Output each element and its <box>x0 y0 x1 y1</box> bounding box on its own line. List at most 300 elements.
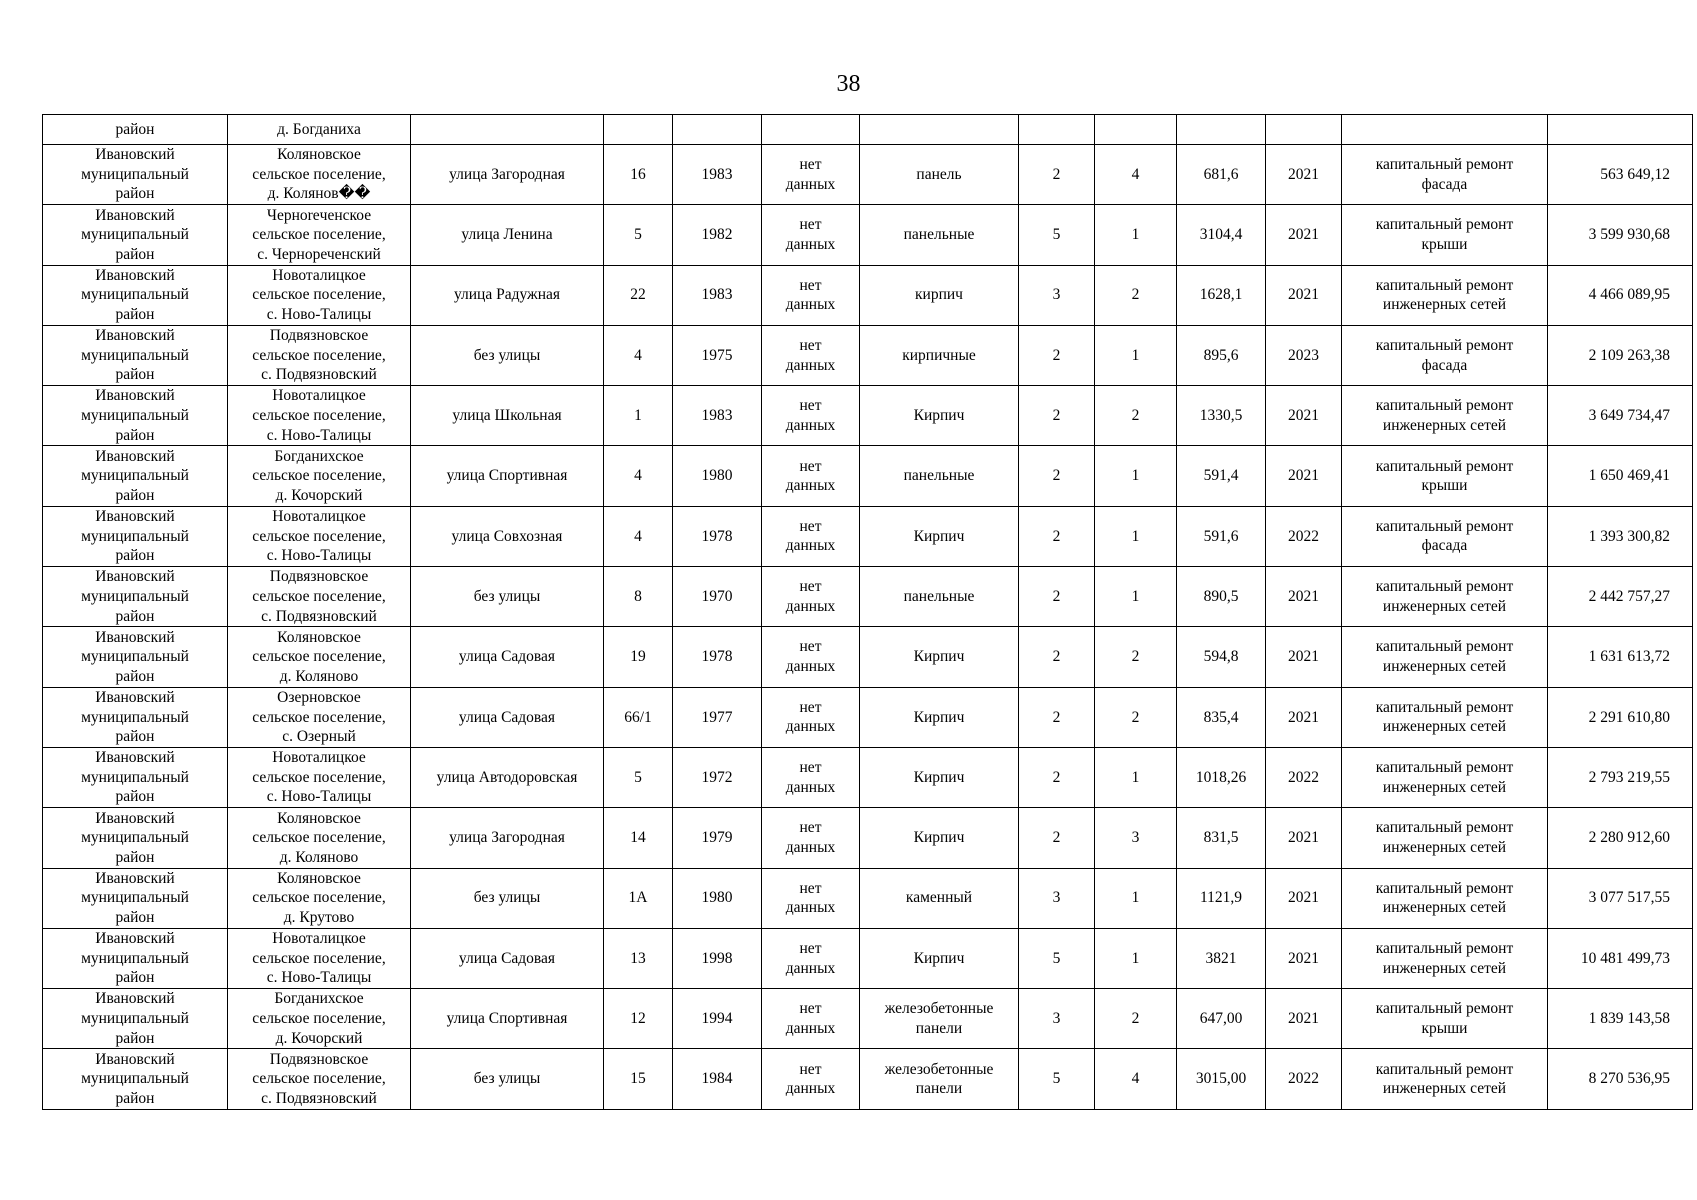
cell-district-line: Ивановский <box>95 688 175 706</box>
cell-extra-line: данных <box>785 959 836 977</box>
cell-cost: 1 650 469,41 <box>1548 446 1693 506</box>
cell-settlement-line: сельское поселение, <box>252 768 386 786</box>
cell-entrances: 2 <box>1095 687 1177 747</box>
cell-material-line: панели <box>915 1019 963 1037</box>
cell-work-line: инженерных сетей <box>1382 778 1507 796</box>
cell-district-line: муниципальный <box>81 768 189 786</box>
cell-settlement-line: сельское поселение, <box>252 527 386 545</box>
cell-district-line: Ивановский <box>95 266 175 284</box>
cell-year <box>673 115 762 145</box>
cell-plan-year <box>1266 115 1342 145</box>
cell-entrances: 4 <box>1095 145 1177 205</box>
cell-extra-line: нет <box>799 819 822 837</box>
cell-district-line: Ивановский <box>95 990 175 1008</box>
cell-entrances: 2 <box>1095 989 1177 1049</box>
cell-plan-year: 2021 <box>1266 446 1342 506</box>
cell-plan-year: 2021 <box>1266 265 1342 325</box>
cell-extra <box>762 506 860 566</box>
cell-settlement-line: сельское поселение, <box>252 346 386 364</box>
cell-street: улица Спортивная <box>411 446 604 506</box>
cell-work-line: капитальный ремонт <box>1375 1060 1514 1078</box>
cell-year: 1982 <box>673 205 762 265</box>
cell-settlement-line: с. Ново-Талицы <box>266 547 372 565</box>
cell-entrances: 1 <box>1095 928 1177 988</box>
cell-street: улица Школьная <box>411 386 604 446</box>
table-row <box>43 506 1693 566</box>
cell-street: улица Загородная <box>411 808 604 868</box>
cell-settlement <box>228 205 411 265</box>
cell-district-line: район <box>115 667 155 685</box>
cell-work-line: фасада <box>1421 175 1468 193</box>
cell-work <box>1342 567 1548 627</box>
cell-settlement-line: сельское поселение, <box>252 949 386 967</box>
cell-settlement-line: Подвязновское <box>269 327 369 345</box>
cell-district <box>43 1049 228 1109</box>
cell-settlement-line: сельское поселение, <box>252 165 386 183</box>
cell-settlement-line: Новоталицкое <box>272 930 366 948</box>
cell-house: 4 <box>604 325 673 385</box>
cell-entrances: 1 <box>1095 205 1177 265</box>
cell-extra-line: данных <box>785 597 836 615</box>
cell-street: улица Совхозная <box>411 506 604 566</box>
cell-settlement-line: Озерновское <box>277 688 361 706</box>
cell-work <box>1342 687 1548 747</box>
cell-year: 1983 <box>673 386 762 446</box>
cell-extra-line: данных <box>785 296 836 314</box>
cell-extra <box>762 567 860 627</box>
cell-work <box>1342 989 1548 1049</box>
cell-district-line: Ивановский <box>95 387 175 405</box>
cell-work <box>1342 747 1548 807</box>
cell-material <box>860 747 1019 807</box>
cell-material <box>860 989 1019 1049</box>
cell-material <box>860 115 1019 145</box>
table-row <box>43 687 1693 747</box>
cell-settlement <box>228 1049 411 1109</box>
cell-house: 5 <box>604 205 673 265</box>
cell-cost: 8 270 536,95 <box>1548 1049 1693 1109</box>
cell-house: 5 <box>604 747 673 807</box>
cell-material-line: Кирпич <box>913 949 965 967</box>
cell-district <box>43 567 228 627</box>
cell-floors: 5 <box>1019 1049 1095 1109</box>
cell-extra-line: нет <box>799 759 822 777</box>
cell-plan-year: 2021 <box>1266 928 1342 988</box>
cell-house: 13 <box>604 928 673 988</box>
cell-material-line: Кирпич <box>913 768 965 786</box>
cell-settlement <box>228 687 411 747</box>
cell-street: улица Спортивная <box>411 989 604 1049</box>
cell-settlement-line: с. Чернореченский <box>257 245 381 263</box>
cell-settlement-line: Коляновское <box>277 628 361 646</box>
cell-floors: 5 <box>1019 205 1095 265</box>
cell-work-line: крыши <box>1421 235 1468 253</box>
table-row <box>43 386 1693 446</box>
cell-house: 15 <box>604 1049 673 1109</box>
cell-settlement-line: Коляновское <box>277 869 361 887</box>
cell-extra <box>762 868 860 928</box>
cell-extra-line: данных <box>785 718 836 736</box>
cell-work-line: капитальный ремонт <box>1375 517 1514 535</box>
cell-extra-line: нет <box>799 457 822 475</box>
cell-work-line: крыши <box>1421 1019 1468 1037</box>
cell-work <box>1342 1049 1548 1109</box>
cell-plan-year: 2021 <box>1266 868 1342 928</box>
cell-floors: 3 <box>1019 868 1095 928</box>
cell-district <box>43 808 228 868</box>
cell-cost: 1 839 143,58 <box>1548 989 1693 1049</box>
cell-district-line: Ивановский <box>95 809 175 827</box>
cell-settlement-line: сельское поселение, <box>252 708 386 726</box>
cell-extra <box>762 627 860 687</box>
cell-area: 591,6 <box>1177 506 1266 566</box>
cell-cost: 10 481 499,73 <box>1548 928 1693 988</box>
cell-house: 66/1 <box>604 687 673 747</box>
cell-year: 1977 <box>673 687 762 747</box>
cell-work <box>1342 386 1548 446</box>
cell-street: без улицы <box>411 868 604 928</box>
cell-extra-line: данных <box>785 1019 836 1037</box>
cell-settlement-line: д. Коляново <box>279 848 359 866</box>
cell-plan-year: 2021 <box>1266 386 1342 446</box>
cell-district-line: муниципальный <box>81 1010 189 1027</box>
cell-settlement-line: с. Подвязновский <box>261 1089 377 1107</box>
cell-work <box>1342 325 1548 385</box>
cell-district-line: район <box>115 607 155 625</box>
cell-plan-year: 2021 <box>1266 627 1342 687</box>
cell-district-line: муниципальный <box>81 829 189 847</box>
cell-plan-year: 2022 <box>1266 747 1342 807</box>
cell-extra <box>762 446 860 506</box>
cell-material <box>860 506 1019 566</box>
table-row <box>43 145 1693 205</box>
cell-house: 1А <box>604 868 673 928</box>
cell-settlement-line: с. Ново-Талицы <box>266 306 372 324</box>
cell-work-line: инженерных сетей <box>1382 416 1507 434</box>
cell-settlement-line: Черноreченское <box>266 206 372 224</box>
cell-district-line: район <box>115 728 155 746</box>
cell-house: 8 <box>604 567 673 627</box>
cell-work-line: капитальный ремонт <box>1375 336 1514 354</box>
cell-house: 4 <box>604 446 673 506</box>
cell-settlement-line: д. Коляново <box>279 667 359 685</box>
cell-extra-line: данных <box>785 235 836 253</box>
cell-material <box>860 325 1019 385</box>
cell-work <box>1342 145 1548 205</box>
cell-settlement-line: Богданихское <box>274 990 364 1008</box>
cell-district-line: район <box>115 366 155 384</box>
cell-settlement <box>228 747 411 807</box>
cell-area: 591,4 <box>1177 446 1266 506</box>
cell-house: 16 <box>604 145 673 205</box>
cell-extra-line: нет <box>799 156 822 174</box>
cell-district <box>43 386 228 446</box>
cell-house: 4 <box>604 506 673 566</box>
cell-year: 1972 <box>673 747 762 807</box>
cell-extra-line: нет <box>799 1000 822 1018</box>
cell-extra-line: данных <box>785 175 836 193</box>
cell-plan-year: 2021 <box>1266 808 1342 868</box>
cell-settlement-line: д. Кочорский <box>275 1029 363 1047</box>
cell-work-line: капитальный ремонт <box>1375 879 1514 897</box>
cell-extra-line: нет <box>799 276 822 294</box>
cell-district-line: Ивановский <box>95 869 175 887</box>
cell-cost: 3 599 930,68 <box>1548 205 1693 265</box>
cell-entrances: 3 <box>1095 808 1177 868</box>
cell-floors: 2 <box>1019 627 1095 687</box>
cell-settlement <box>228 567 411 627</box>
cell-settlement <box>228 928 411 988</box>
cell-district <box>43 989 228 1049</box>
cell-district-line: Ивановский <box>95 327 175 345</box>
cell-entrances: 1 <box>1095 446 1177 506</box>
cell-settlement <box>228 868 411 928</box>
cell-street: без улицы <box>411 567 604 627</box>
cell-material-line: панель <box>916 165 962 183</box>
cell-work-line: инженерных сетей <box>1382 296 1507 314</box>
cell-extra-line: нет <box>799 638 822 656</box>
cell-district-line: район <box>115 788 155 806</box>
cell-year: 1994 <box>673 989 762 1049</box>
cell-district-line: район <box>115 547 155 565</box>
table-row <box>43 868 1693 928</box>
cell-cost: 1 393 300,82 <box>1548 506 1693 566</box>
cell-floors: 2 <box>1019 325 1095 385</box>
cell-work-line: капитальный ремонт <box>1375 819 1514 837</box>
cell-district-line: район <box>115 969 155 987</box>
cell-cost: 2 109 263,38 <box>1548 325 1693 385</box>
cell-extra-line: данных <box>785 658 836 676</box>
cell-work-line: капитальный ремонт <box>1375 397 1514 415</box>
cell-settlement-line: д. Кочорский <box>275 486 363 504</box>
table-row <box>43 989 1693 1049</box>
cell-settlement-line: д. Крутово <box>283 909 355 926</box>
cell-settlement <box>228 446 411 506</box>
cell-work-line: капитальный ремонт <box>1375 759 1514 777</box>
cell-material-line: железобетонные <box>884 1060 994 1078</box>
table-row <box>43 325 1693 385</box>
cell-district-line: муниципальный <box>81 648 189 666</box>
cell-work-line: инженерных сетей <box>1382 597 1507 615</box>
cell-district-line: муниципальный <box>81 1070 189 1088</box>
cell-area <box>1177 115 1266 145</box>
cell-district-line: район <box>115 426 155 444</box>
cell-work <box>1342 115 1548 145</box>
table-row <box>43 567 1693 627</box>
cell-entrances: 1 <box>1095 567 1177 627</box>
cell-district <box>43 265 228 325</box>
cell-house: 1 <box>604 386 673 446</box>
cell-material-line: Кирпич <box>913 407 965 425</box>
cell-district-line: Ивановский <box>95 508 175 526</box>
cell-settlement <box>228 808 411 868</box>
cell-year: 1980 <box>673 868 762 928</box>
cell-extra-line: нет <box>799 879 822 897</box>
cell-district-line: муниципальный <box>81 226 189 244</box>
cell-work-line: капитальный ремонт <box>1375 939 1514 957</box>
cell-settlement-line: сельское поселение, <box>252 1070 386 1088</box>
cell-entrances: 4 <box>1095 1049 1177 1109</box>
cell-material <box>860 687 1019 747</box>
cell-year: 1998 <box>673 928 762 988</box>
cell-work <box>1342 627 1548 687</box>
cell-cost: 3 649 734,47 <box>1548 386 1693 446</box>
cell-cost: 3 077 517,55 <box>1548 868 1693 928</box>
cell-year: 1978 <box>673 627 762 687</box>
cell-entrances: 1 <box>1095 506 1177 566</box>
cell-area: 594,8 <box>1177 627 1266 687</box>
cell-extra <box>762 386 860 446</box>
cell-district-line: Ивановский <box>95 568 175 586</box>
cell-district-line: район <box>115 306 155 324</box>
cell-district-line: район <box>115 909 155 926</box>
cell-work-line: инженерных сетей <box>1382 959 1507 977</box>
cell-extra <box>762 747 860 807</box>
cell-district-line: Ивановский <box>95 1050 175 1068</box>
table-row <box>43 205 1693 265</box>
cell-district <box>43 446 228 506</box>
cell-settlement-line: с. Озерный <box>282 728 356 746</box>
cell-entrances: 1 <box>1095 868 1177 928</box>
cell-street: улица Ленина <box>411 205 604 265</box>
cell-district <box>43 205 228 265</box>
cell-plan-year: 2021 <box>1266 145 1342 205</box>
cell-district <box>43 687 228 747</box>
cell-material-line: кирпич <box>915 286 963 304</box>
table-row <box>43 747 1693 807</box>
cell-year: 1984 <box>673 1049 762 1109</box>
cell-work-line: крыши <box>1421 477 1468 495</box>
cell-district: район <box>43 115 228 145</box>
cell-cost <box>1548 115 1693 145</box>
cell-settlement-line: с. Ново-Талицы <box>266 969 372 987</box>
cell-work <box>1342 928 1548 988</box>
cell-material <box>860 627 1019 687</box>
cell-entrances: 1 <box>1095 325 1177 385</box>
cell-floors: 3 <box>1019 989 1095 1049</box>
cell-area: 3104,4 <box>1177 205 1266 265</box>
cell-entrances: 2 <box>1095 627 1177 687</box>
cell-extra <box>762 989 860 1049</box>
cell-district-line: Ивановский <box>95 146 175 164</box>
cell-extra-line: нет <box>799 397 822 415</box>
cell-floors: 2 <box>1019 386 1095 446</box>
cell-district-line: район <box>115 1029 155 1047</box>
cell-material-line: Кирпич <box>913 527 965 545</box>
cell-material-line: каменный <box>905 889 973 907</box>
cell-entrances: 1 <box>1095 747 1177 807</box>
cell-street: улица Загородная <box>411 145 604 205</box>
cell-extra-line: нет <box>799 336 822 354</box>
cell-district <box>43 747 228 807</box>
cell-work-line: капитальный ремонт <box>1375 156 1514 174</box>
cell-settlement: д. Богданиха <box>228 115 411 145</box>
cell-settlement <box>228 627 411 687</box>
cell-settlement <box>228 506 411 566</box>
cell-settlement-line: Новоталицкое <box>272 387 366 405</box>
cell-house: 22 <box>604 265 673 325</box>
cell-floors: 3 <box>1019 265 1095 325</box>
cell-settlement-line: с. Подвязновский <box>261 366 377 384</box>
cell-district <box>43 506 228 566</box>
cell-street: улица Радужная <box>411 265 604 325</box>
cell-extra <box>762 808 860 868</box>
cell-extra-line: нет <box>799 517 822 535</box>
cell-extra-line: данных <box>785 778 836 796</box>
cell-area: 3821 <box>1177 928 1266 988</box>
cell-area: 681,6 <box>1177 145 1266 205</box>
cell-material <box>860 928 1019 988</box>
cell-area: 1330,5 <box>1177 386 1266 446</box>
cell-material-line: панельные <box>903 587 975 605</box>
cell-settlement-line: сельское поселение, <box>252 467 386 485</box>
cell-plan-year: 2023 <box>1266 325 1342 385</box>
cell-settlement <box>228 989 411 1049</box>
cell-material-line: панельные <box>903 467 975 485</box>
cell-work-line: капитальный ремонт <box>1375 578 1514 596</box>
cell-district-line: муниципальный <box>81 286 189 304</box>
cell-material <box>860 446 1019 506</box>
cell-extra <box>762 205 860 265</box>
cell-street: улица Садовая <box>411 928 604 988</box>
cell-district-line: район <box>115 486 155 504</box>
cell-area: 1121,9 <box>1177 868 1266 928</box>
cell-floors: 2 <box>1019 506 1095 566</box>
cell-year: 1978 <box>673 506 762 566</box>
cell-work-line: капитальный ремонт <box>1375 1000 1514 1018</box>
cell-settlement-line: сельское поселение, <box>252 1010 386 1027</box>
cell-year: 1983 <box>673 145 762 205</box>
cell-settlement-line: Новоталицкое <box>272 749 366 767</box>
cell-material-line: панели <box>915 1080 963 1098</box>
cell-area: 835,4 <box>1177 687 1266 747</box>
cell-extra-line: нет <box>799 698 822 716</box>
table-body <box>43 115 1693 1110</box>
cell-district <box>43 627 228 687</box>
cell-floors: 2 <box>1019 446 1095 506</box>
cell-settlement <box>228 145 411 205</box>
cell-extra-line: нет <box>799 1060 822 1078</box>
cell-settlement-line: сельское поселение, <box>252 407 386 425</box>
table-row <box>43 808 1693 868</box>
cell-work-line: инженерных сетей <box>1382 899 1507 917</box>
cell-extra-line: данных <box>785 477 836 495</box>
cell-floors: 2 <box>1019 145 1095 205</box>
cell-settlement <box>228 325 411 385</box>
cell-district-line: муниципальный <box>81 165 189 183</box>
cell-district-line: муниципальный <box>81 708 189 726</box>
cell-extra-line: данных <box>785 416 836 434</box>
cell-settlement-line: д. Колянов�� <box>267 185 371 203</box>
cell-extra <box>762 115 860 145</box>
cell-work <box>1342 506 1548 566</box>
cell-area: 1628,1 <box>1177 265 1266 325</box>
cell-work-line: капитальный ремонт <box>1375 698 1514 716</box>
cell-work <box>1342 205 1548 265</box>
cell-street: без улицы <box>411 325 604 385</box>
cell-work-line: фасада <box>1421 537 1468 555</box>
cell-floors: 2 <box>1019 567 1095 627</box>
cell-extra <box>762 145 860 205</box>
cell-district-line: Ивановский <box>95 447 175 465</box>
cell-district-line: район <box>115 185 155 203</box>
cell-work <box>1342 265 1548 325</box>
cell-district <box>43 868 228 928</box>
cell-cost: 1 631 613,72 <box>1548 627 1693 687</box>
cell-district <box>43 145 228 205</box>
cell-year: 1980 <box>673 446 762 506</box>
table-row <box>43 627 1693 687</box>
